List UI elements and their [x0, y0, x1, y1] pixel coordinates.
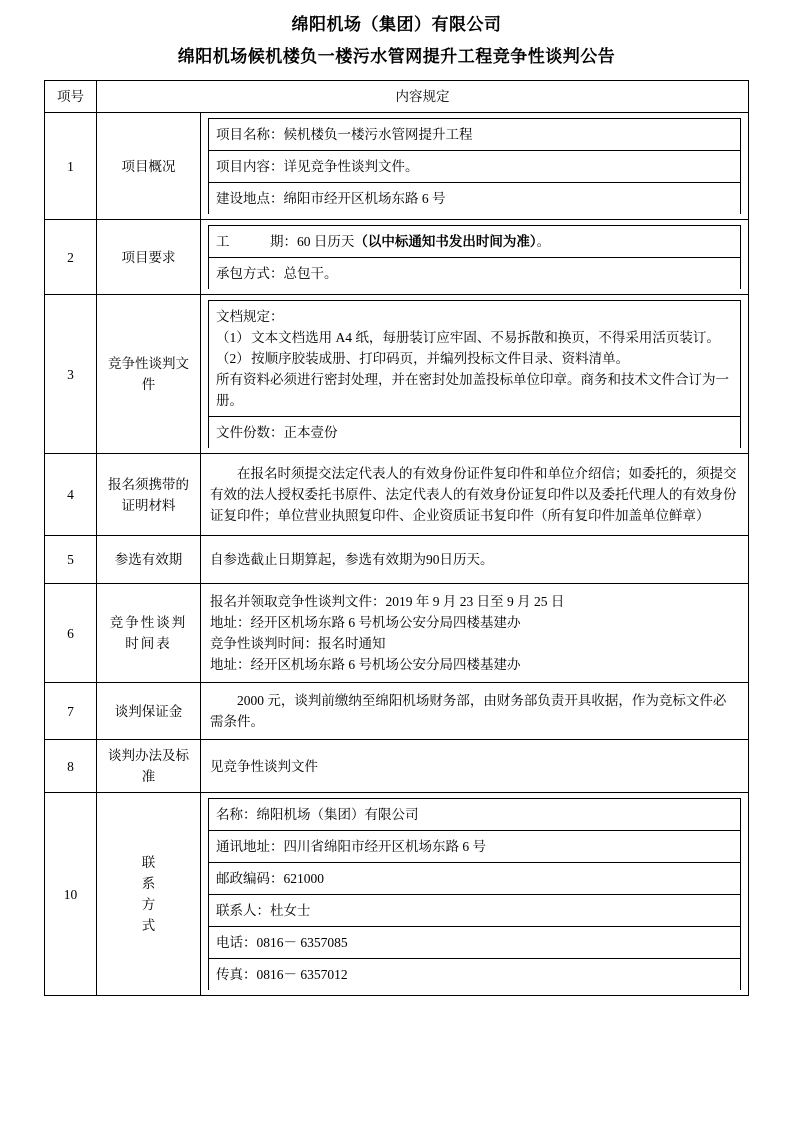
rules-point-1-number: （1） [216, 330, 250, 345]
list-item: 地址：经开区机场东路 6 号机场公安分局四楼基建办 [210, 615, 521, 630]
row-no: 8 [45, 740, 97, 793]
announcement-table [44, 80, 749, 996]
row-item: 项目要求 [97, 220, 201, 295]
row-item: 项目概况 [97, 113, 201, 220]
list-item: 竞争性谈判时间：报名时通知 [210, 636, 386, 651]
row-item-char: 联 [141, 855, 156, 870]
rules-point-2-text: 按顺序胶装成册、打印码页，并编列投标文件目录、资料清单。 [251, 351, 630, 366]
row-no: 1 [45, 113, 97, 220]
row-item [97, 793, 201, 996]
row-content: 自参选截止日期算起，参选有效期为90日历天。 [201, 536, 749, 584]
row-no: 2 [45, 220, 97, 295]
list-item: 承包方式：总包干。 [209, 258, 741, 290]
row-item: 谈判办法及标准 [97, 740, 201, 793]
table-row [45, 536, 749, 584]
table-row [45, 683, 749, 740]
row-no: 10 [45, 793, 97, 996]
header-content: 内容规定 [97, 81, 749, 113]
list-item: 通讯地址：四川省绵阳市经开区机场东路 6 号 [209, 831, 741, 863]
table-row [45, 454, 749, 536]
list-item: 名称：绵阳机场（集团）有限公司 [209, 799, 741, 831]
row-content: 见竞争性谈判文件 [201, 740, 749, 793]
rules-point-2 [216, 348, 733, 369]
row-item: 参选有效期 [97, 536, 201, 584]
row-content: 在报名时须提交法定代表人的有效身份证件复印件和单位介绍信；如委托的，须提交有效的法人授权委托书原件、法定代表人的有效身份证复印件以及委托代理人的有效身份证复印件；单位营业执照复印件、企业资质证书复印件（所有复印件加盖单位鲜章） [201, 454, 749, 536]
row-content [201, 220, 749, 295]
row-content [201, 113, 749, 220]
row-content: 2000 元，谈判前缴纳至绵阳机场财务部，由财务部负责开具收据，作为竞标文件必需条件。 [201, 683, 749, 740]
rules-intro: 文档规定： [216, 309, 284, 324]
rules-point-1 [216, 327, 733, 348]
table-row [45, 584, 749, 683]
list-item: 传真：0816－ 6357012 [209, 959, 741, 991]
row-item: 报名须携带的证明材料 [97, 454, 201, 536]
row-item-char: 系 [141, 876, 156, 891]
page-subtitle: 绵阳机场候机楼负一楼污水管网提升工程竞争性谈判公告 [177, 47, 616, 66]
table-row [45, 220, 749, 295]
list-item: 工 期：60 日历天（以中标通知书发出时间为准）。 [209, 226, 741, 258]
table-header-row [45, 81, 749, 113]
list-item: 建设地点：绵阳市经开区机场东路 6 号 [209, 183, 741, 215]
list-item: 项目内容：详见竞争性谈判文件。 [209, 151, 741, 183]
row-content [201, 793, 749, 996]
list-item: 联系人：杜女士 [209, 895, 741, 927]
row-content [201, 584, 749, 683]
document-rules-block [209, 301, 741, 417]
row-no: 4 [45, 454, 97, 536]
table-row [45, 740, 749, 793]
rules-point-1-text: 文本文档选用 A4 纸，每册装订应牢固、不易拆散和换页，不得采用活页装订。 [251, 330, 720, 345]
header-no: 项号 [45, 81, 97, 113]
row-item-char: 式 [141, 918, 156, 933]
list-item: 地址：经开区机场东路 6 号机场公安分局四楼基建办 [210, 657, 521, 672]
row-no: 6 [45, 584, 97, 683]
rules-tail: 所有资料必须进行密封处理，并在密封处加盖投标单位印章。商务和技术文件合订为一册。 [216, 372, 729, 408]
table-row [45, 295, 749, 454]
list-item: 项目名称：候机楼负一楼污水管网提升工程 [209, 119, 741, 151]
list-item: 电话：0816－ 6357085 [209, 927, 741, 959]
table-row [45, 113, 749, 220]
page-title: 绵阳机场（集团）有限公司 [291, 15, 502, 34]
row-no: 3 [45, 295, 97, 454]
row-item: 竞争性谈判时间表 [97, 584, 201, 683]
row-item: 竞争性谈判文件 [97, 295, 201, 454]
row-no: 5 [45, 536, 97, 584]
row-item-char: 方 [141, 897, 156, 912]
list-item: 文件份数：正本壹份 [209, 417, 741, 449]
row-item: 谈判保证金 [97, 683, 201, 740]
list-item: 邮政编码：621000 [209, 863, 741, 895]
rules-point-2-number: （2） [216, 351, 250, 366]
list-item: 报名并领取竞争性谈判文件：2019 年 9 月 23 日至 9 月 25 日 [210, 594, 565, 609]
table-row [45, 793, 749, 996]
row-content [201, 295, 749, 454]
row-no: 7 [45, 683, 97, 740]
